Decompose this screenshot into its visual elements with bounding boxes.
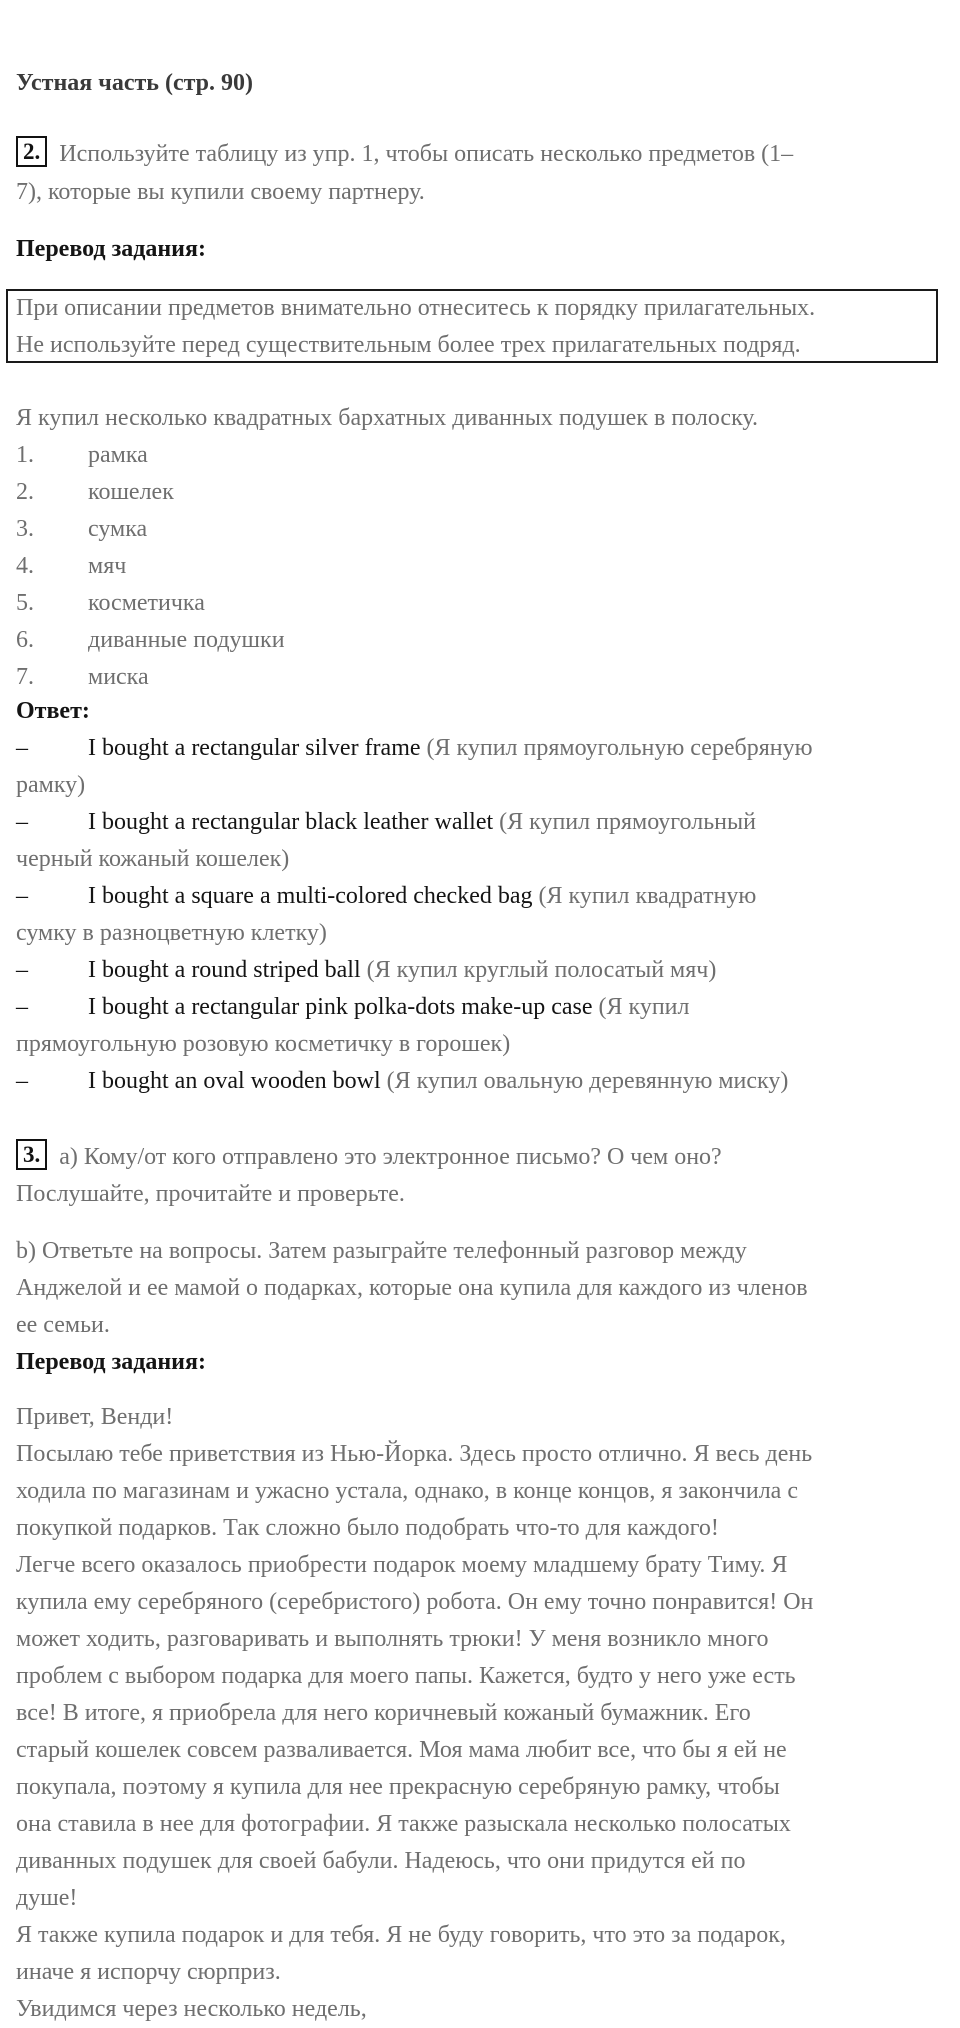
item-number: 1. [16, 442, 34, 468]
answer-russian: (Я купил [592, 994, 690, 1020]
letter-line: старый кошелек совсем разваливается. Моя мама любит все, что бы я ей не [16, 1737, 787, 1763]
answer-line [16, 878, 756, 915]
answer-line [16, 730, 813, 767]
letter-line: покупкой подарков. Так сложно было подобрать что-то для каждого! [16, 1515, 719, 1541]
answer-english: I bought a round striped ball [88, 957, 361, 983]
answer-continuation: прямоугольную розовую косметичку в горошек) [16, 1031, 511, 1057]
answer-dash: – [16, 1068, 28, 1094]
task3-number: 3. [16, 1139, 47, 1170]
answer-dash: – [16, 735, 28, 761]
list-item [16, 622, 285, 659]
answer-line [16, 952, 716, 989]
task2-line2: 7), которые вы купили своему партнеру. [16, 179, 425, 205]
list-item [16, 585, 205, 622]
list-item [16, 659, 149, 696]
letter-line: она ставила в нее для фотографии. Я также разыскала несколько полосатых [16, 1811, 791, 1837]
item-text: рамка [88, 442, 148, 468]
answer-russian: (Я купил прямоугольный [493, 809, 756, 835]
letter-line: проблем с выбором подарка для моего папы. Кажется, будто у него уже есть [16, 1663, 796, 1689]
item-text: сумка [88, 516, 148, 542]
task3-a-text: a) Кому/от кого отправлено это электронное письмо? О чем оно? [59, 1144, 722, 1170]
example-sentence: Я купил несколько квадратных бархатных диванных подушек в полоску. [16, 405, 758, 431]
list-item [16, 511, 147, 548]
section-heading: Устная часть (стр. 90) [16, 70, 254, 96]
answer-english: I bought a square a multi-colored checked bag [88, 883, 533, 909]
letter-line: покупала, поэтому я купила для нее прекрасную серебряную рамку, чтобы [16, 1774, 780, 1800]
answer-line [16, 989, 689, 1026]
answer-continuation: черный кожаный кошелек) [16, 846, 290, 872]
letter-line: душе! [16, 1885, 78, 1911]
list-item [16, 548, 126, 585]
answer-russian: (Я купил квадратную [532, 883, 757, 909]
item-number: 4. [16, 553, 34, 579]
answer-continuation: сумку в разноцветную клетку) [16, 920, 327, 946]
item-text: диванные подушки [88, 627, 285, 653]
note-line2: Не используйте перед существительным более трех прилагательных подряд. [16, 332, 801, 358]
item-number: 6. [16, 627, 34, 653]
translation-heading-2: Перевод задания: [16, 1349, 206, 1375]
list-item [16, 474, 174, 511]
letter-line: все! В итоге, я приобрела для него коричневый кожаный бумажник. Его [16, 1700, 751, 1726]
answer-english: I bought an oval wooden bowl [88, 1068, 381, 1094]
answer-dash: – [16, 994, 28, 1020]
answer-continuation: рамку) [16, 772, 86, 798]
task2-number: 2. [16, 136, 47, 167]
task3-b-line3: ее семьи. [16, 1312, 110, 1338]
letter-line: иначе я испорчу сюрприз. [16, 1959, 281, 1985]
letter-line: диванных подушек для своей бабули. Надеюсь, что они придутся ей по [16, 1848, 746, 1874]
answer-english: I bought a rectangular silver frame [88, 735, 421, 761]
answer-dash: – [16, 957, 28, 983]
list-item [16, 437, 148, 474]
item-number: 2. [16, 479, 34, 505]
item-number: 5. [16, 590, 34, 616]
letter-line: Легче всего оказалось приобрести подарок моему младшему брату Тиму. Я [16, 1552, 788, 1578]
answer-dash: – [16, 809, 28, 835]
answer-line [16, 804, 756, 841]
task3-b-line1: b) Ответьте на вопросы. Затем разыграйте телефонный разговор между [16, 1238, 747, 1264]
note-line1: При описании предметов внимательно отнеситесь к порядку прилагательных. [16, 295, 816, 321]
task3-line2: Послушайте, прочитайте и проверьте. [16, 1181, 405, 1207]
item-number: 3. [16, 516, 34, 542]
letter-line: ходила по магазинам и ужасно устала, однако, в конце концов, я закончила с [16, 1478, 798, 1504]
task2-text1: Используйте таблицу из упр. 1, чтобы описать несколько предметов (1– [59, 141, 794, 167]
task2-line1 [16, 136, 793, 173]
answer-heading: Ответ: [16, 698, 90, 724]
letter-line: Я также купила подарок и для тебя. Я не буду говорить, что это за подарок, [16, 1922, 786, 1948]
letter-line: Посылаю тебе приветствия из Нью-Йорка. Здесь просто отлично. Я весь день [16, 1441, 813, 1467]
letter-line: купила ему серебряного (серебристого) робота. Он ему точно понравится! Он [16, 1589, 814, 1615]
item-number: 7. [16, 664, 34, 690]
answer-russian: (Я купил прямоугольную серебряную [420, 735, 813, 761]
answer-line [16, 1063, 788, 1100]
item-text: кошелек [88, 479, 174, 505]
translation-heading: Перевод задания: [16, 236, 206, 262]
item-text: миска [88, 664, 149, 690]
answer-english: I bought a rectangular pink polka-dots make-up case [88, 994, 593, 1020]
task3-b-line2: Анджелой и ее мамой о подарках, которые она купила для каждого из членов [16, 1275, 808, 1301]
item-text: мяч [88, 553, 127, 579]
task3-line1 [16, 1139, 722, 1176]
answer-russian: (Я купил овальную деревянную миску) [380, 1068, 789, 1094]
answer-dash: – [16, 883, 28, 909]
item-text: косметичка [88, 590, 205, 616]
answer-russian: (Я купил круглый полосатый мяч) [360, 957, 717, 983]
letter-line: Привет, Венди! [16, 1404, 174, 1430]
letter-line: может ходить, разговаривать и выполнять трюки! У меня возникло много [16, 1626, 769, 1652]
answer-english: I bought a rectangular black leather wallet [88, 809, 494, 835]
letter-line: Увидимся через несколько недель, [16, 1996, 367, 2022]
